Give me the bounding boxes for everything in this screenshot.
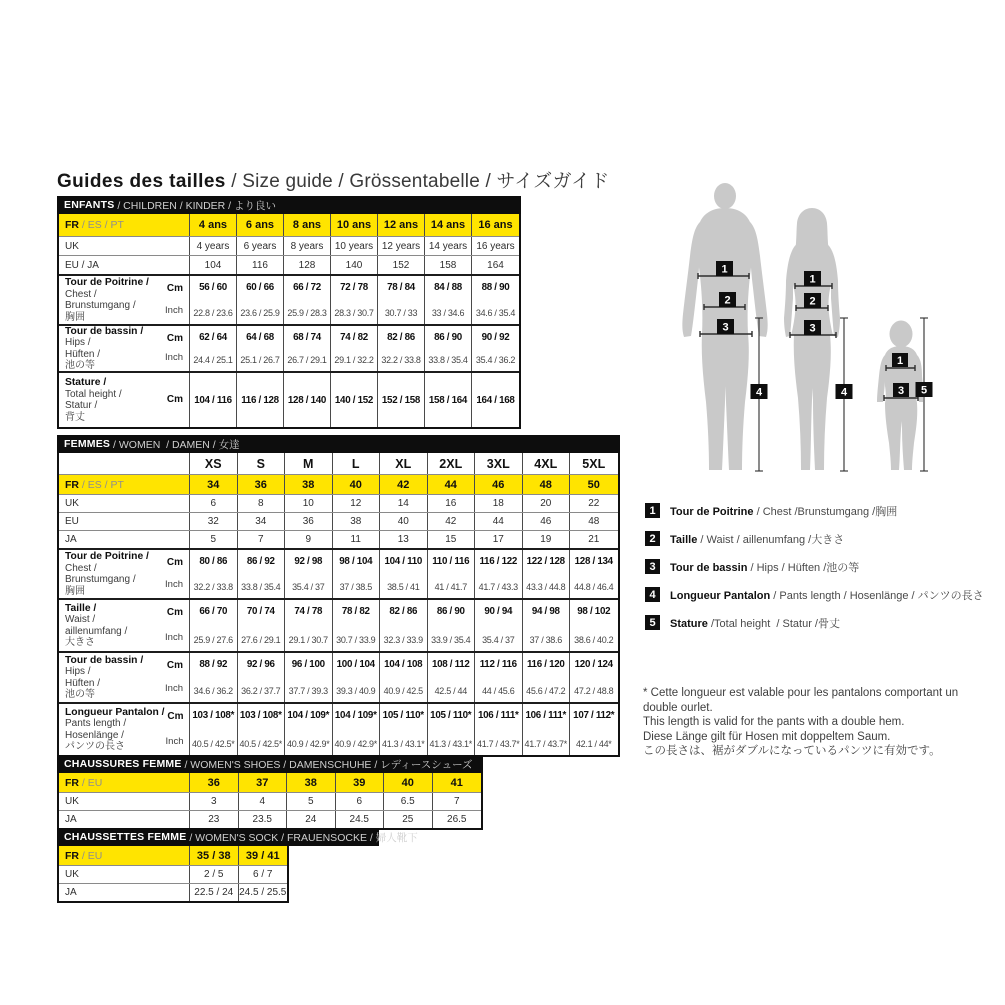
cell: 70 / 74 27.6 / 29.1 [238,600,286,651]
cell: 22.5 / 24 [190,884,239,901]
cell: 46 [523,513,571,530]
cell: 107 / 112* 42.1 / 44* [573,710,615,749]
cell: 128 / 140 [284,373,331,427]
women-shoes-header-title: CHAUSSURES FEMME [64,758,182,770]
women-shoes-row-uk [59,792,481,810]
cell: 92 / 96 36.2 / 37.7 [238,653,286,702]
cell: 21 [588,534,600,545]
cell: 4 [239,793,288,810]
cell: 10 ans [331,214,378,236]
legend-item-3 [645,559,984,574]
cell: XL [380,453,428,474]
children-size-table [57,196,521,429]
women-shoes-header-subtitle: / WOMEN'S SHOES / DAMENSCHUHE / レディースシューズ [181,758,473,771]
row-label: Tour de Poitrine / Chest / Brunstumgang / 胸囲 Cm Inch [59,550,190,598]
legend-label: Longueur Pantalon / Pants length / Hosenlänge / パンツの長さ [670,589,984,602]
child-stature-marker: 5 [920,384,928,397]
cell: 24.5 [336,811,385,828]
cell: 164 / 168 [476,394,515,406]
cell: 32 [190,513,238,530]
row-label: Stature / Total height / Statur / 背丈 Cm [59,373,190,427]
cell: M [285,453,333,474]
cell: 12 [333,495,381,512]
cell: 20 [523,495,571,512]
child-hips-marker: 3 [897,385,905,397]
legend-number-badge: 5 [645,615,660,630]
row-label: Tour de bassin / Hips / Hüften / 池の等 Cm Inch [59,326,190,371]
cell: 116 / 120 45.6 / 47.2 [523,653,571,702]
children-row-eu-ja [59,255,519,274]
row-label: UK [59,237,190,255]
cell: 104 / 110 38.5 / 41 [380,550,428,598]
man-waist-marker: 2 [724,294,731,307]
row-label: FR / ES / PT [59,475,190,494]
cell: 16 ans [478,219,513,231]
women-row-uk [59,494,618,512]
legend-label: Tour de bassin / Hips / Hüften /池の等 [670,561,860,574]
cell: 13 [380,531,428,548]
cell: 35 / 38 [190,846,239,865]
cell: 158 / 164 [425,373,472,427]
cell: 84 / 88 33 / 34.6 [425,276,472,324]
cell: 42 [428,513,476,530]
women-socks-body [57,846,289,903]
cell: 96 / 100 37.7 / 39.3 [285,653,333,702]
children-header-subtitle: / CHILDREN / KINDER / より良い [114,199,277,212]
cell: 34 [238,513,286,530]
cell: 7 [238,531,286,548]
cell: 40 [384,773,433,792]
cell: 38 [285,475,333,494]
cell: 23.5 [239,811,288,828]
cell: 116 / 128 [237,373,284,427]
pants-length-footnote [643,686,983,759]
cell: 14 years [425,237,472,255]
cell: 18 [475,495,523,512]
cell: 60 / 66 23.6 / 25.9 [237,276,284,324]
women-row-waist [59,598,618,651]
cell: 16 years [476,240,515,252]
cell: 40 [380,513,428,530]
cell: 9 [285,531,333,548]
women-header-subtitle: / WOMEN / DAMEN / 女達 [110,438,240,451]
man-hips-marker: 3 [722,321,729,334]
cell: 88 / 90 34.6 / 35.4 [475,282,516,318]
women-row-pants-length [59,702,618,755]
cell: 6 [336,793,385,810]
children-row-fr-es-pt [59,214,519,236]
legend-number-badge: 2 [645,531,660,546]
cell: 103 / 108* 40.5 / 42.5* [190,704,238,755]
cell: 86 / 90 33.9 / 35.4 [428,600,476,651]
cell: L [333,453,381,474]
women-socks-row-ja [59,883,287,901]
women-socks-header [57,828,418,846]
children-row-hips [59,324,519,371]
cell: 48 [588,516,600,527]
footnote-line-3: Diese Länge gilt für Hosen mit doppeltem Saum. [643,730,891,743]
woman-chest-marker: 1 [809,273,816,286]
women-header [57,435,620,453]
cell: 158 [425,256,472,274]
cell: 34 [190,475,238,494]
women-body [57,453,620,757]
cell: 10 years [331,237,378,255]
cell: 5XL [582,456,606,471]
women-shoes-size-table [57,755,483,830]
cell: 10 [285,495,333,512]
cell: 78 / 84 30.7 / 33 [378,276,425,324]
cell: 25 [384,811,433,828]
woman-silhouette [784,208,840,470]
man-chest-marker: 1 [721,263,728,276]
row-label: Tour de bassin / Hips / Hüften / 池の等 Cm Inch [59,653,190,702]
children-body [57,214,521,429]
cell: 94 / 98 37 / 38.6 [523,600,571,651]
cell: 3XL [475,453,523,474]
row-label: JA [59,531,190,548]
cell: 82 / 86 32.2 / 33.8 [378,326,425,371]
women-row-ja [59,530,618,548]
body-silhouettes-figure [675,178,965,478]
cell: 104 / 116 [190,373,237,427]
cell: 6 years [237,237,284,255]
cell: 120 / 124 47.2 / 48.8 [574,659,614,696]
children-header [57,196,521,214]
cell: 106 / 111* 41.7 / 43.7* [523,704,571,755]
row-label: JA [59,811,190,828]
legend-item-2 [645,531,984,546]
row-label: FR / EU [59,773,190,792]
cell: 4 years [190,237,237,255]
cell: 40 [333,475,381,494]
cell: 12 ans [378,214,425,236]
cell: 4XL [523,453,571,474]
women-row-sizes [59,453,618,474]
women-socks-row-fr-eu [59,846,287,865]
cell: 105 / 110* 41.3 / 43.1* [428,704,476,755]
cell: 24.5 / 25.5 [239,887,287,898]
legend-label: Stature /Total height / Statur /骨丈 [670,617,840,630]
cell: 4 ans [190,214,237,236]
cell: 38 [333,513,381,530]
cell: 66 / 72 25.9 / 28.3 [284,276,331,324]
cell: 8 ans [284,214,331,236]
cell: 100 / 104 39.3 / 40.9 [333,653,381,702]
cell: 86 / 90 33.8 / 35.4 [425,326,472,371]
cell: 108 / 112 42.5 / 44 [428,653,476,702]
row-label: Longueur Pantalon / Pants length / Hosenlänge / パンツの長さ Cm Inch [59,704,190,755]
cell: 38 [287,773,336,792]
children-row-uk [59,236,519,255]
woman-hips-marker: 3 [809,322,816,335]
cell: 104 / 109* 40.9 / 42.9* [333,704,381,755]
cell: 7 [453,796,460,807]
row-label: EU [59,513,190,530]
cell: 6.5 [384,793,433,810]
women-socks-header-subtitle: / WOMEN'S SOCK / FRAUENSOCKE / 婦人靴下 [186,831,418,844]
page-title-rest: / Size guide / Grössentabelle / サイズガイド [225,171,610,192]
women-shoes-header [57,755,483,773]
cell: 128 [284,256,331,274]
legend-item-1 [645,503,984,518]
cell: 46 [475,475,523,494]
cell: 116 [237,256,284,274]
cell: 152 [378,256,425,274]
page-title-bold: Guides des tailles [57,171,226,192]
legend-label: Taille / Waist / aillenumfang /大きさ [670,533,845,546]
cell: 39 [336,773,385,792]
cell: XS [190,453,238,474]
cell: 68 / 74 26.7 / 29.1 [284,326,331,371]
cell: 86 / 92 33.8 / 35.4 [238,550,286,598]
cell: 16 [428,495,476,512]
cell: 23 [190,811,239,828]
cell: 11 [333,531,381,548]
footnote-line-4: この長さは、裾がダブルになっているパンツに有効です。 [643,745,941,757]
cell: 17 [475,531,523,548]
children-header-title: ENFANTS [64,199,115,211]
cell: 44 [475,513,523,530]
woman-pants-length-marker: 4 [840,386,848,399]
row-label [59,453,190,474]
cell: 88 / 92 34.6 / 36.2 [190,653,238,702]
row-label: EU / JA [59,256,190,274]
row-label: UK [59,866,190,883]
cell: 39 / 41 [245,849,280,862]
cell: 8 years [284,237,331,255]
women-shoes-row-ja [59,810,481,828]
cell: 14 ans [425,214,472,236]
cell: 104 [190,256,237,274]
woman-waist-marker: 2 [809,295,816,308]
children-row-stature [59,371,519,427]
women-socks-header-title: CHAUSSETTES FEMME [64,831,187,843]
legend-number-badge: 3 [645,559,660,574]
cell: 15 [428,531,476,548]
cell: 66 / 70 25.9 / 27.6 [190,600,238,651]
cell: 122 / 128 43.3 / 44.8 [523,550,571,598]
cell: 103 / 108* 40.5 / 42.5* [238,704,286,755]
cell: 6 [190,495,238,512]
legend-item-4 [645,587,984,602]
women-socks-row-uk [59,865,287,883]
cell: 82 / 86 32.3 / 33.9 [380,600,428,651]
women-row-hips [59,651,618,702]
children-row-chest [59,274,519,324]
cell: 62 / 64 24.4 / 25.1 [190,326,237,371]
legend-number-badge: 1 [645,503,660,518]
cell: 140 [331,256,378,274]
row-label: Taille / Waist / aillenumfang / 大きさ Cm Inch [59,600,190,651]
cell: 110 / 116 41 / 41.7 [428,550,476,598]
cell: 6 ans [237,214,284,236]
women-header-title: FEMMES [64,438,111,450]
cell: 105 / 110* 41.3 / 43.1* [380,704,428,755]
cell: 22 [588,498,600,509]
cell: 74 / 78 29.1 / 30.7 [285,600,333,651]
child-chest-marker: 1 [896,355,904,367]
cell: 112 / 116 44 / 45.6 [475,653,523,702]
women-row-eu [59,512,618,530]
row-label: UK [59,793,190,810]
footnote-line-1: * Cette longueur est valable pour les pantalons comportant un double ourlet. [643,687,959,714]
women-socks-size-table [57,828,418,903]
cell: 164 [487,259,504,271]
cell: 2 / 5 [190,866,239,883]
cell: 42 [380,475,428,494]
cell: 48 [523,475,571,494]
cell: 80 / 86 32.2 / 33.8 [190,550,238,598]
cell: 41 [450,776,463,789]
cell: 74 / 82 29.1 / 32.2 [331,326,378,371]
women-shoes-row-fr-eu [59,773,481,792]
cell: 140 / 152 [331,373,378,427]
cell: 106 / 111* 41.7 / 43.7* [475,704,523,755]
cell: 5 [190,531,238,548]
cell: 64 / 68 25.1 / 26.7 [237,326,284,371]
man-pants-length-marker: 4 [755,386,763,399]
women-shoes-body [57,773,483,830]
cell: 92 / 98 35.4 / 37 [285,550,333,598]
cell: 37 [239,773,288,792]
cell: 14 [380,495,428,512]
legend-number-badge: 4 [645,587,660,602]
cell: 36 [238,475,286,494]
row-label: Tour de Poitrine / Chest / Brunstumgang / 胸囲 Cm Inch [59,276,190,324]
women-size-table [57,435,620,757]
row-label: FR / ES / PT [59,214,190,236]
cell: 152 / 158 [378,373,425,427]
cell: 90 / 92 35.4 / 36.2 [475,332,516,365]
cell: 8 [238,495,286,512]
row-label: FR / EU [59,846,190,865]
row-label: JA [59,884,190,901]
footnote-line-2: This length is valid for the pants with a double hem. [643,716,905,728]
cell: 3 [190,793,239,810]
legend-label: Tour de Poitrine / Chest /Brunstumgang /胸囲 [670,505,898,518]
measurement-legend [645,503,984,643]
cell: 78 / 82 30.7 / 33.9 [333,600,381,651]
cell: S [238,453,286,474]
cell: 5 [287,793,336,810]
cell: 12 years [378,237,425,255]
cell: 116 / 122 41.7 / 43.3 [475,550,523,598]
cell: 6 / 7 [253,869,273,880]
cell: 24 [287,811,336,828]
cell: 50 [587,478,600,491]
cell: 36 [285,513,333,530]
cell: 56 / 60 22.8 / 23.6 [190,276,237,324]
cell: 104 / 109* 40.9 / 42.9* [285,704,333,755]
row-label: UK [59,495,190,512]
cell: 98 / 104 37 / 38.5 [333,550,381,598]
page-title [57,166,610,193]
cell: 44 [428,475,476,494]
cell: 98 / 102 38.6 / 40.2 [574,606,614,645]
cell: 36 [190,773,239,792]
legend-item-5 [645,615,984,630]
women-row-chest [59,548,618,598]
cell: 104 / 108 40.9 / 42.5 [380,653,428,702]
cell: 19 [523,531,571,548]
women-row-fr-es-pt [59,474,618,494]
cell: 2XL [428,453,476,474]
cell: 72 / 78 28.3 / 30.7 [331,276,378,324]
cell: 26.5 [447,814,467,825]
cell: 90 / 94 35.4 / 37 [475,600,523,651]
cell: 128 / 134 44.8 / 46.4 [574,556,614,592]
